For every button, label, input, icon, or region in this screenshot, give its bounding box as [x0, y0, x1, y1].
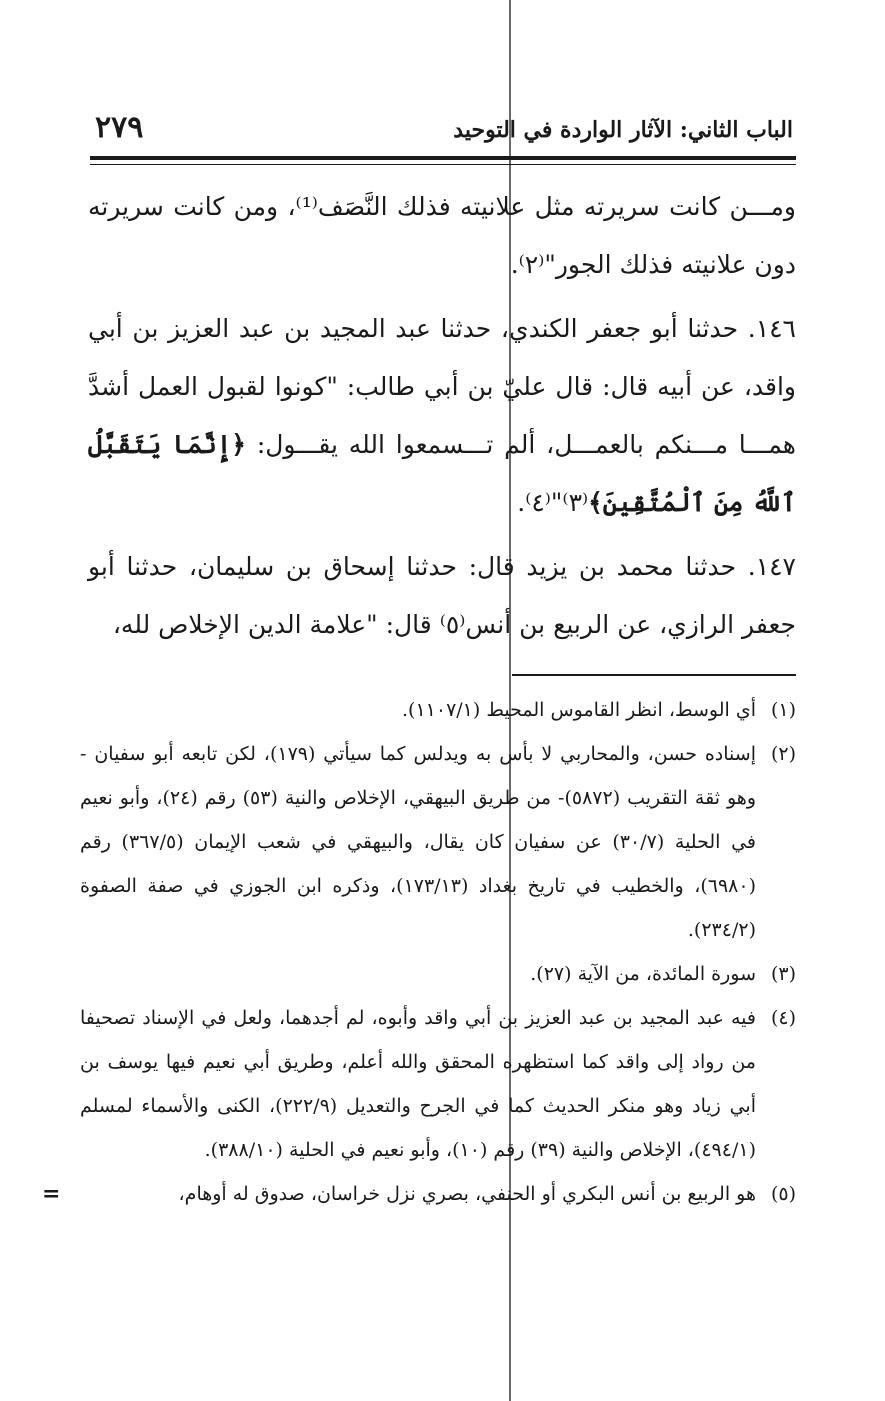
footnote-number: (٥) — [770, 1183, 796, 1205]
quran-verse: ﴿إِنَّمَا يَتَقَبَّلُ ٱللَّهُ مِنَ ٱلْمُتَّقِينَ﴾ — [88, 430, 796, 517]
footnote-3 — [80, 952, 796, 996]
footnote-number: (١) — [770, 699, 796, 721]
continuation-mark: = — [42, 1181, 61, 1207]
footnote-number: (٣) — [770, 963, 796, 985]
verse-footnote-refs: ⁽٣⁾"⁽٤⁾. — [517, 488, 589, 517]
paragraph-146 — [88, 300, 796, 532]
page-number: ٢٧٩ — [95, 110, 144, 145]
footnote-1 — [80, 688, 796, 732]
footnote-text: هو الربيع بن أنس البكري أو الحنفي، بصري نزل خراسان، صدوق له أوهام، — [178, 1183, 756, 1205]
paragraph-147: ١٤٧. حدثنا محمد بن يزيد قال: حدثنا إسحاق بن سليمان، حدثنا أبو جعفر الرازي، عن الربيع بن أنس⁽٥⁾ قال: "علامة الدين الإخلاص لله، — [88, 552, 796, 639]
footnote-number: (٤) — [770, 1007, 796, 1029]
footnote-5 — [42, 1172, 796, 1216]
footnote-text: فيه عبد المجيد بن عبد العزيز بن أبي واقد وأبوه، لم أجدهما، ولعل في الإسناد تصحيفا من رواد إلى واقد كما استظهره المحقق والله أعلم، وطريق أبي نعيم فيها يوسف بن أبي زياد وهو منكر الحديث كما في الجرح والتعديل (٢٢٢/٩)، الكنى والأسماء لمسلم (٤٩٤/١)، الإخلاص والنية (٣٩) رقم (١٠)، وأبو نعيم في الحلية (٣٨٨/١٠). — [80, 1007, 756, 1161]
paragraph-continuation: ومـــن كانت سريرته مثل علانيته فذلك النَّصَف⁽¹⁾، ومن كانت سريرته دون علانيته فذلك الجور"⁽٢⁾. — [88, 192, 796, 279]
running-header-title: الباب الثاني: الآثار الواردة في التوحيد — [453, 117, 793, 143]
footnote-4 — [80, 996, 796, 1172]
main-text — [88, 178, 796, 654]
footnote-text: إسناده حسن، والمحاربي لا بأس به ويدلس كما سيأتي (١٧٩)، لكن تابعه أبو سفيان - وهو ثقة التقريب (٥٨٧٢)- من طريق البيهقي، الإخلاص والنية (٥٣) رقم (٢٤)، وأبو نعيم في الحلية (٣٠/٧) عن سفيان كان يقال، والبيهقي في شعب الإيمان (٣٦٧/٥) رقم (٦٩٨٠)، والخطيب في تاريخ بغداد (١٧٣/١٣)، وذكره ابن الجوزي في صفة الصفوة (٢٣٤/٢). — [80, 743, 757, 941]
footnote-separator — [512, 674, 796, 676]
header-rule-thick — [90, 156, 796, 160]
footnote-number: (٢) — [770, 743, 796, 765]
footnote-text: أي الوسط، انظر القاموس المحيط (١١٠٧/١). — [402, 699, 756, 721]
paragraph-146-text: ١٤٦. حدثنا أبو جعفر الكندي، حدثنا عبد المجيد بن عبد العزيز بن أبي واقد، عن أبيه قال: قال عليّ بن أبي طالب: "كونوا لقبول العمل أشدَّ همـــا مـــنكم بالعمـــل، ألم تـــسمعوا الله يقـــول: — [88, 314, 796, 459]
footnote-text: سورة المائدة، من الآية (٢٧). — [530, 963, 756, 985]
footnotes — [42, 688, 796, 1216]
header-rule-thin — [90, 164, 796, 165]
footnote-2 — [80, 732, 796, 952]
